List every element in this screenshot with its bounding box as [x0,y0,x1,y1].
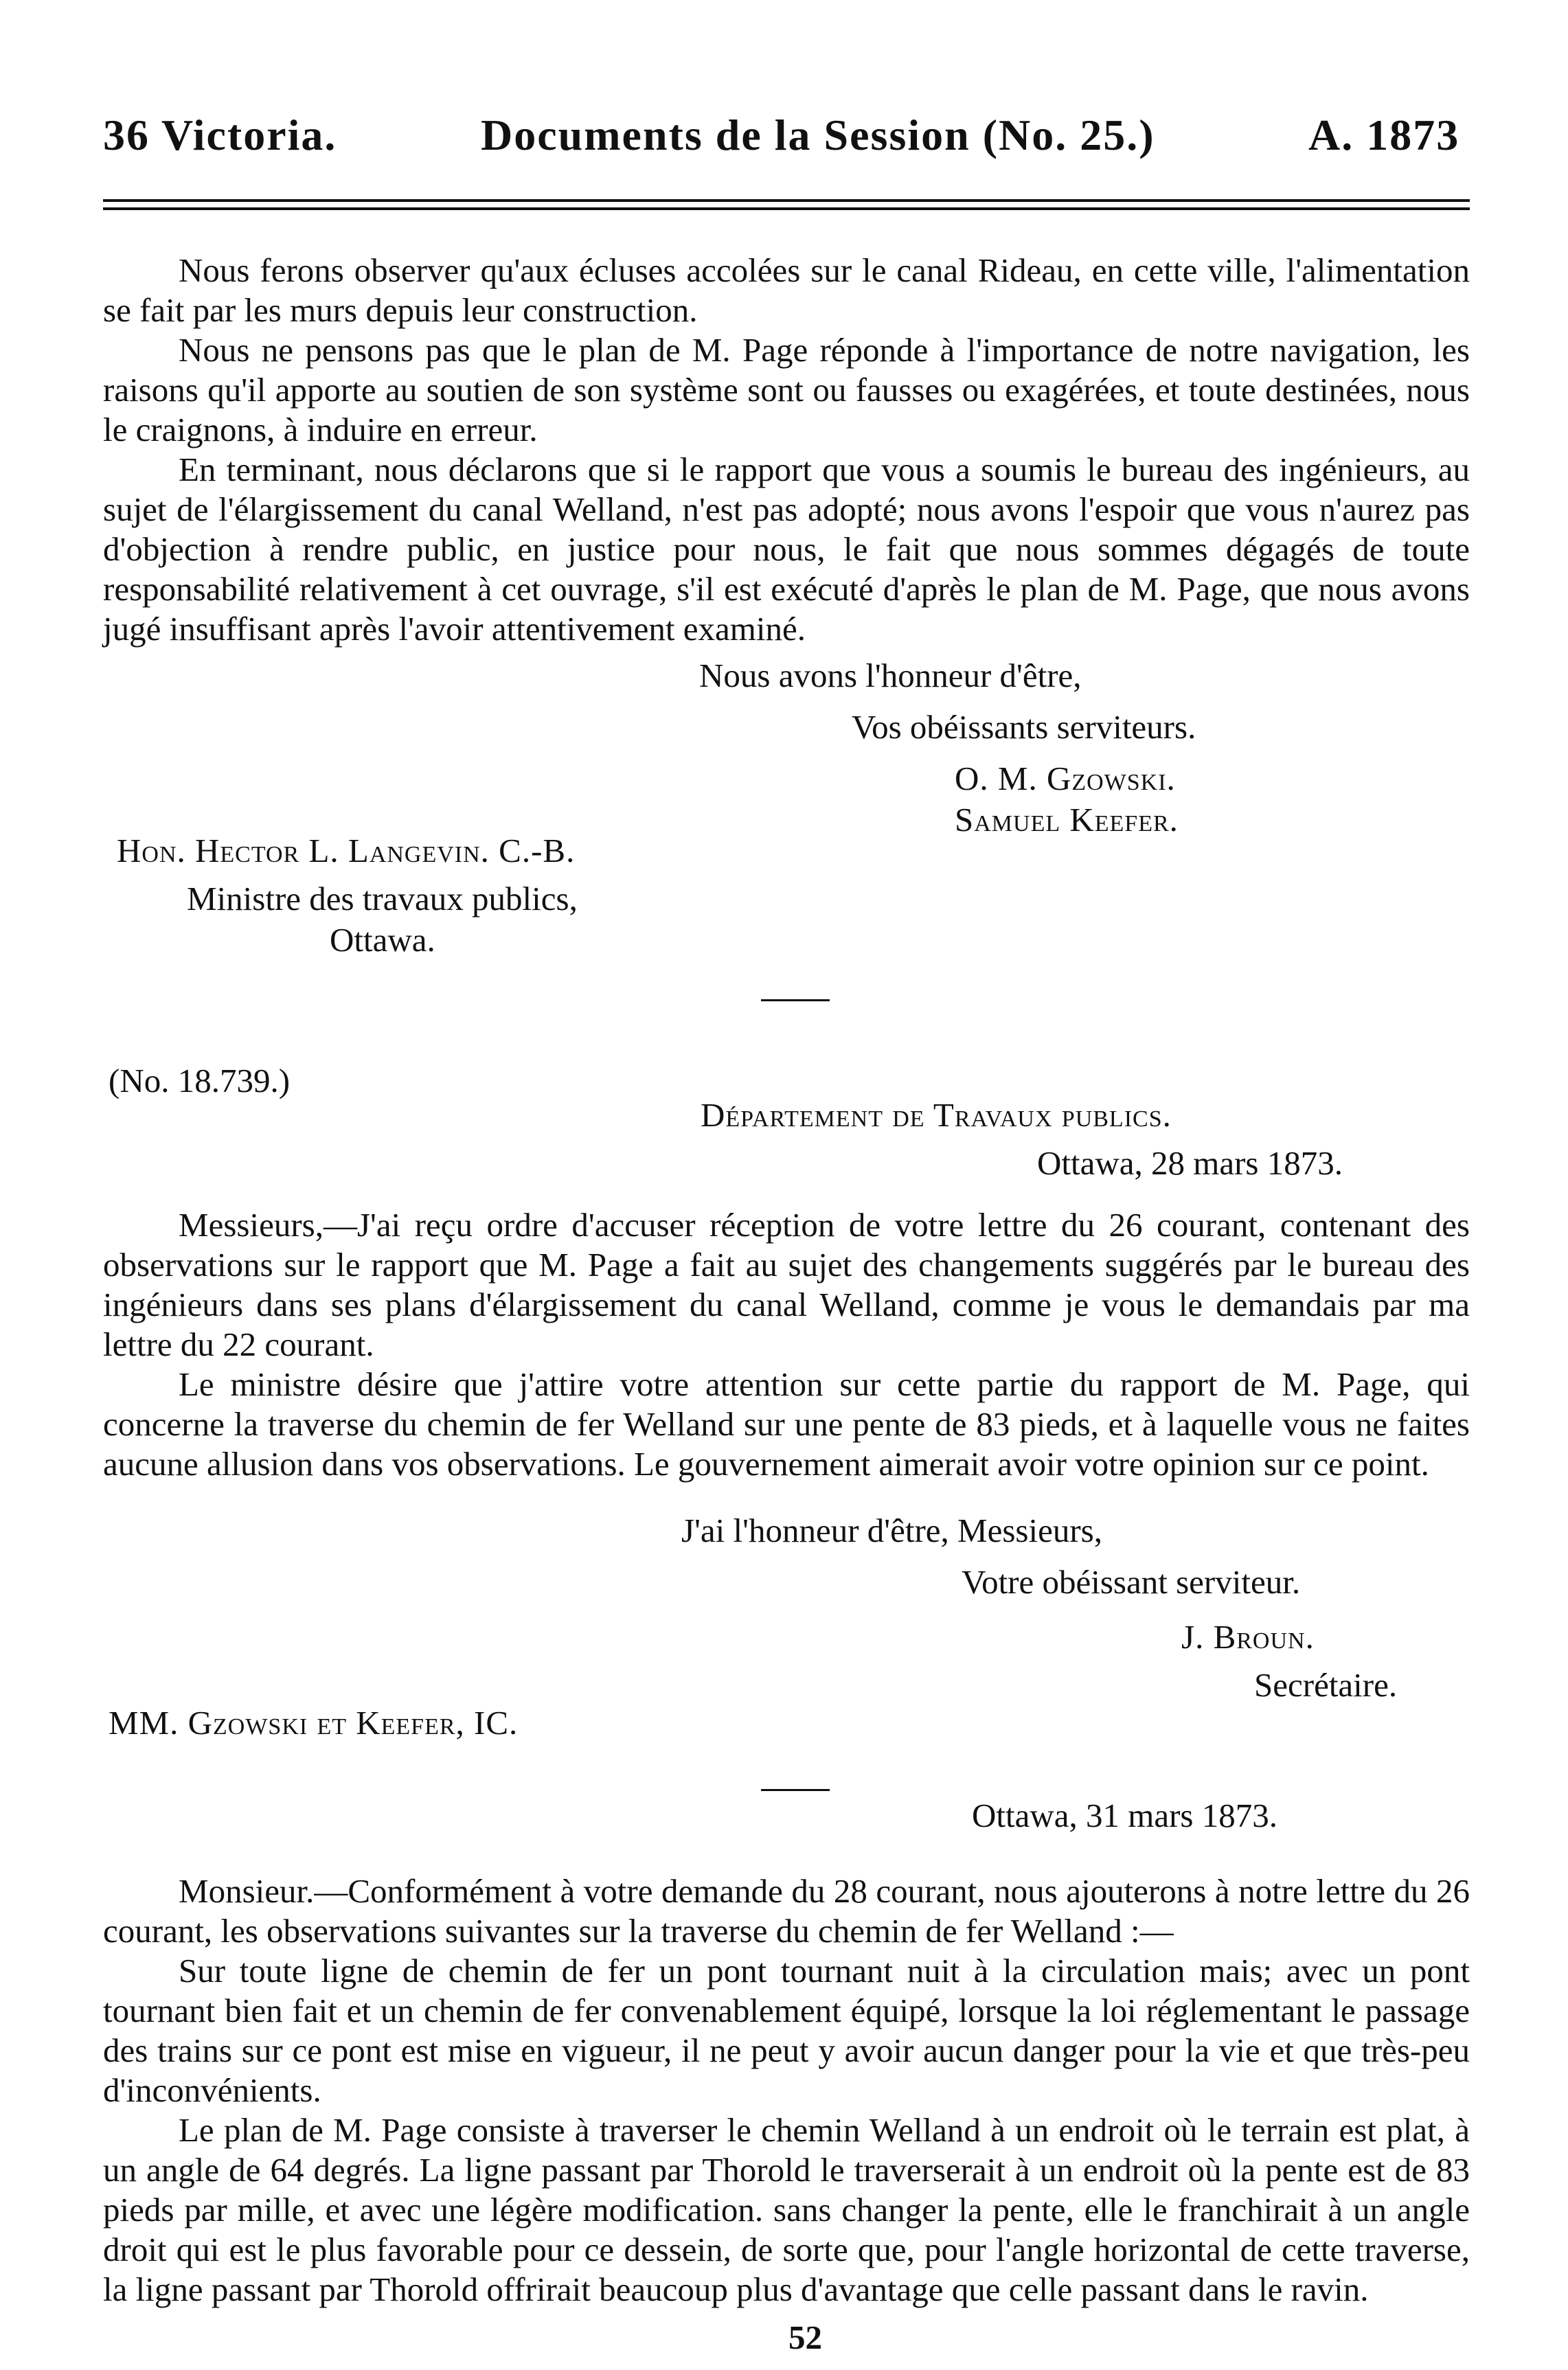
letter2-closing-2: Votre obéissant serviteur. [962,1563,1301,1601]
section-separator [761,1789,830,1791]
letter3-paragraph: Sur toute ligne de chemin de fer un pont tournant nuit à la circulation mais; avec un pont tournant bien fait et un chemin de fer convenablement équipé, lorsque la loi réglementant le passage des trains sur ce pont est mise en vigueur, il ne peut y avoir aucun danger pour la vie et que très-peu d'inconvénients. [103,1952,1470,2109]
letter1-paragraph: En terminant, nous déclarons que si le rapport que vous a soumis le bureau des ingénieurs, au sujet de l'élargissement du canal Welland, n'est pas adopté; nous avons l'espoir que vous n'aurez pas d'objection à rendre public, en justice pour nous, le fait que nous sommes dégagés de toute responsabilité relativement à cet ouvrage, s'il est exécuté d'après le plan de M. Page, que nous avons jugé insuffisant après l'avoir attentivement examiné. [103,451,1470,648]
letter2-dateline: Ottawa, 28 mars 1873. [1037,1144,1343,1182]
header-year: A. 1873 [1308,111,1460,159]
letter1-addressee-title: Ministre des travaux publics, [187,880,578,918]
header-volume: 36 Victoria. [103,111,337,159]
letter3-dateline: Ottawa, 31 mars 1873. [972,1797,1277,1834]
letter2-addressee: MM. Gzowski et Keefer, IC. [109,1704,519,1742]
letter2-closing: J'ai l'honneur d'être, Messieurs, [681,1512,1102,1549]
letter1-addressee: Hon. Hector L. Langevin. C.-B. [117,832,576,869]
letter2-body [103,1205,1470,1484]
letter3-paragraph: Monsieur.—Conformément à votre demande du 28 courant, nous ajouterons à notre lettre du 26 courant, les observations suivantes sur la traverse du chemin de fer Welland :— [103,1872,1470,1950]
letter1-paragraph: Nous ne pensons pas que le plan de M. Page réponde à l'importance de notre navigation, les raisons qu'il apporte au soutien de son système sont ou fausses ou exagérées, et toute destinées, nous le craignons, à induire en erreur. [103,331,1470,448]
section-separator [761,999,830,1001]
letter2-paragraph: Le ministre désire que j'attire votre attention sur cette partie du rapport de M. Page, qui concerne la traverse du chemin de fer Welland sur une pente de 83 pieds, et à laquelle vous ne faites aucune allusion dans vos observations. Le gouvernement aimerait avoir votre opinion sur ce point. [103,1365,1470,1483]
letter1-closing-2: Vos obéissants serviteurs. [852,708,1196,746]
header-title: Documents de la Session (No. 25.) [481,111,1155,159]
letter1-addressee-city: Ottawa. [330,921,435,959]
letter2-number: (No. 18.739.) [109,1062,291,1099]
letter2-signer: J. Broun. [1181,1618,1315,1656]
letter2-paragraph: Messieurs,—J'ai reçu ordre d'accuser réception de votre lettre du 26 courant, contenant des observations sur le rapport que M. Page a fait au sujet des changements suggérés par le bureau des ingénieurs dans ses plans d'élargissement du canal Welland, comme je vous le demandais par ma lettre du 22 courant. [103,1206,1470,1363]
letter1-paragraph: Nous ferons observer qu'aux écluses accolées sur le canal Rideau, en cette ville, l'alimentation se fait par les murs depuis leur construction. [103,251,1470,329]
letter1-body [103,251,1470,649]
letter2-department: Département de Travaux publics. [701,1096,1172,1134]
letter1-signer-1: O. M. Gzowski. [955,760,1176,797]
header-rule-top [103,199,1470,202]
letter2-signer-title: Secrétaire. [1254,1666,1398,1704]
letter3-paragraph: Le plan de M. Page consiste à traverser le chemin Welland à un endroit où le terrain est plat, à un angle de 64 degrés. La ligne passant par Thorold le traverserait à un endroit où la pente est de 83 pieds par mille, et avec une légère modification. sans changer la pente, elle le franchirait à un angle droit qui est le plus favorable pour ce dessein, de sorte que, pour l'angle horizontal de cette traverse, la ligne passant par Thorold offrirait beaucoup plus d'avantage que celle passant dans le ravin. [103,2111,1470,2308]
letter1-closing: Nous avons l'honneur d'être, [699,657,1082,694]
header-rule-bottom [103,207,1470,210]
page-number: 52 [788,2318,822,2356]
letter3-body [103,1871,1470,2310]
letter1-signer-2: Samuel Keefer. [955,801,1179,839]
